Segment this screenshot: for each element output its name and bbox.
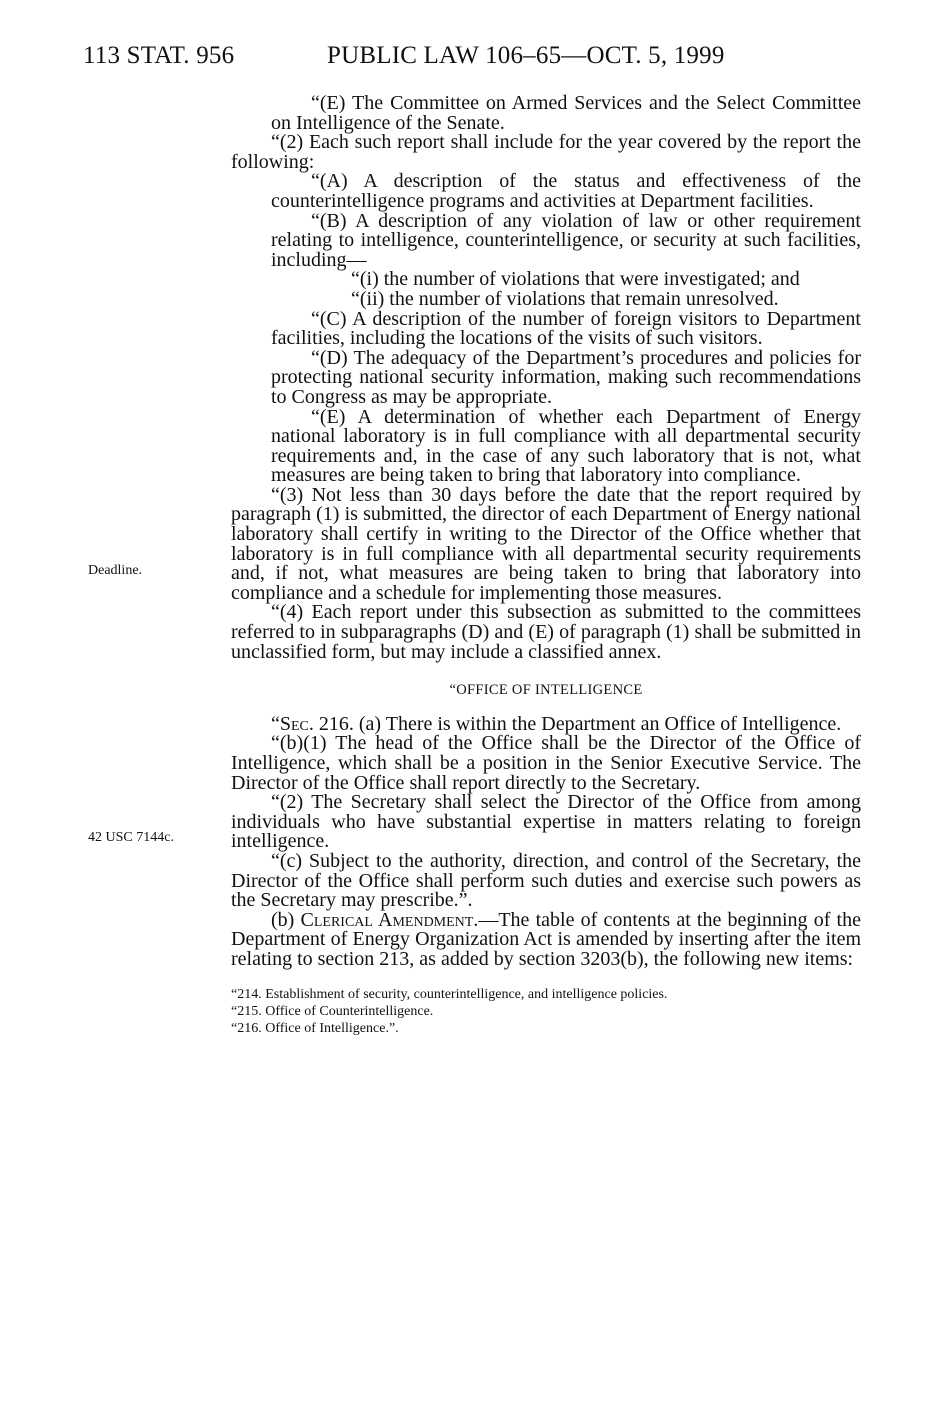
toc-item: “214. Establishment of security, counterintelligence, and intelligence policies.: [231, 986, 668, 1002]
toc-item: “216. Office of Intelligence.”.: [231, 1020, 399, 1036]
clerical-label: Clerical Amendment: [300, 908, 474, 931]
paragraph-e-senate-committee: “(E) The Committee on Armed Services and the Select Committee on Intelligence of the Senate.: [271, 92, 861, 134]
paragraph-b1: “(b)(1) The head of the Office shall be the Director of the Office of Intelligence, which shall be a position in the Senior Executive Service. The Director of the Office shall report directly to the Secretary.: [231, 732, 861, 794]
toc-item: “215. Office of Counterintelligence.: [231, 1003, 434, 1019]
clerical-prefix: (b): [271, 908, 301, 931]
paragraph-2b-i: “(i) the number of violations that were investigated; and: [351, 268, 800, 291]
clerical-amendment: [231, 908, 861, 970]
clerical-text: .—The table of contents at the beginning of the Department of Energy Organization Act is amended by inserting after the item relating to section 213, as added by section 3203(b), the following new items:: [231, 908, 861, 970]
paragraph-2b-ii: “(ii) the number of violations that remain unresolved.: [351, 287, 779, 310]
section-prefix: “Sec.: [271, 712, 314, 735]
paragraph-2a: “(A) A description of the status and effectiveness of the counterintelligence programs and activities at Department facilities.: [271, 170, 861, 212]
paragraph-2d: “(D) The adequacy of the Department’s procedures and policies for protecting national security information, making such recommendations to Congress as may be appropriate.: [271, 346, 861, 408]
paragraph-2b: “(B) A description of any violation of law or other requirement relating to intelligence, counterintelligence, or security at such facilities, including—: [271, 209, 861, 271]
paragraph-b2: “(2) The Secretary shall select the Director of the Office from among individuals who have substantial expertise in matters relating to foreign intelligence.: [231, 791, 861, 853]
document-body: [231, 94, 861, 1037]
toc-list: [231, 986, 861, 1037]
paragraph-c: “(c) Subject to the authority, direction, and control of the Secretary, the Director of the Office shall perform such duties and exercise such powers as the Secretary may prescribe.”.: [231, 849, 861, 912]
paragraph-3: “(3) Not less than 30 days before the date that the report required by paragraph (1) is submitted, the director of each Department of Energy national laboratory shall certify in writing to the Director of the Office whether that laboratory is in full compliance with all departmental security requirements and, if not, what measures are being taken to bring that laboratory into compliance and a schedule for implementing those measures.: [231, 483, 861, 604]
paragraph-4: “(4) Each report under this subsection as submitted to the committees referred to in subparagraphs (D) and (E) of paragraph (1) shall be submitted in unclassified form, but may include a classified annex.: [231, 601, 861, 663]
section-216a-text: 216. (a) There is within the Department an Office of Intelligence.: [313, 712, 842, 735]
paragraph-2: “(2) Each such report shall include for the year covered by the report the following:: [231, 131, 861, 173]
page-header: [0, 42, 948, 72]
margin-note-usc: 42 USC 7144c.: [88, 830, 174, 845]
running-title: PUBLIC LAW 106–65—OCT. 5, 1999: [327, 42, 725, 69]
margin-note-deadline: Deadline.: [88, 563, 143, 578]
section-heading: “OFFICE OF INTELLIGENCE: [449, 682, 643, 699]
paragraph-2e: “(E) A determination of whether each Department of Energy national laboratory is in full compliance with all departmental security requirements and, in the case of any such laboratory that is not, what measures are being taken to bring that laboratory into compliance.: [271, 405, 861, 487]
page-number: 113 STAT. 956: [83, 42, 235, 69]
paragraph-2c: “(C) A description of the number of foreign visitors to Department facilities, including the locations of the visits of such visitors.: [271, 307, 861, 350]
